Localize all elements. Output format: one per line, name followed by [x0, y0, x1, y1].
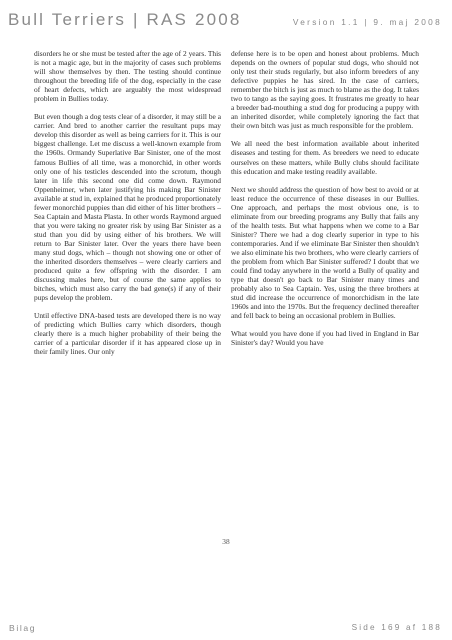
document-title: Bull Terriers | RAS 2008	[8, 10, 242, 29]
version-date: Version 1.1 | 9. maj 2008	[292, 17, 442, 27]
page-number: 38	[222, 537, 230, 546]
paragraph: defense here is to be open and honest about problems. Much depends on the owners of popular stud dogs, who should not only test their studs regularly, but also inform breeders of any defective puppies he has sired. In the case of carriers, remember the bitch is just as much to blame as the dog. It takes two to tango as the saying goes. It frustrates me greatly to hear a breeder bad-mouthing a stud dog for producing a puppy with an inherited disorder, while completely ignoring the fact that their own bitch was just as much responsible for the problem.	[231, 49, 419, 131]
paragraph: But even though a dog tests clear of a disorder, it may still be a carrier. And bred to another carrier the resultant pups may develop this disorder as well as being carriers for it. This is our biggest challenge. Let me discuss a well-known example from the 1960s. Ormandy Superlative Bar Sinister, one of the most famous Bullies of all time, was a monorchid, in other words only one of his testicles descended into the scrotum, though later in life this second one did come down. Raymond Oppenheimer, when later justifying his making Bar Sinister available at stud in, explained that he produced proportionately fewer monorchid puppies than did either of his litter brothers – Sea Captain and Masta Plasta. In other words Raymond argued that you were taking no greater risk by using Bar Sinister as a stud than you did by using either of his brothers. We will return to Bar Sinister later. Over the years there have been many stud dogs, which – though not showing one or other of the inherited disorders themselves – were clearly carriers and produced quite a few offspring with the disorder. I am discussing males here, but of course the same applies to bitches, which must also carry the bad gene(s) if any of their pups develop the problem.	[34, 112, 221, 303]
paragraph: Until effective DNA-based tests are developed there is no way of predicting which Bullies carry which disorders, though clearly there is a much higher probability of their being the carrier of a particular disorder if it has appeared close up in their family lines. Our only	[34, 311, 221, 357]
paragraph: Next we should address the question of how best to avoid or at least reduce the occurrence of these diseases in our Bullies. One approach, and perhaps the most obvious one, is to eliminate from our breeding programs any Bully that fails any of the health tests. But what happens when we come to a Bar Sinister? There we had a dog clearly superior in type to his contemporaries. And if we eliminate Bar Sinister then shouldn't we also eliminate his two brothers, who were clearly carriers of the problem from which Bar Sinister suffered? I doubt that we could find today anywhere in the world a Bully of quality and type that doesn't go back to Bar Sinister many times and probably also to Sea Captain. Yes, using the three brothers at stud did increase the occurrence of monorchidism in the late 1960s and into the 1970s. But the frequency declined thereafter and fell back to being an occasional problem in Bullies.	[231, 184, 419, 321]
right-column	[231, 49, 419, 347]
paragraph: We all need the best information available about inherited diseases and testing for them. As breeders we need to educate ourselves on these matters, while Bully clubs should facilitate this education and make testing readily available.	[231, 139, 419, 176]
paragraph: What would you have done if you had lived in England in Bar Sinister's day? Would you have	[231, 329, 419, 348]
left-column	[34, 49, 221, 357]
paragraph: disorders he or she must be tested after the age of 2 years. This is not a magic age, but in the majority of cases such problems will show themselves by then. The testing should continue throughout the breeding life of the dog, especially in the case of heart defects, which are arguably the most widespread problem in Bullies today.	[34, 49, 221, 104]
footer-section-label: Bilag	[9, 623, 37, 633]
footer-page-count: Side 169 af 188	[351, 623, 442, 632]
